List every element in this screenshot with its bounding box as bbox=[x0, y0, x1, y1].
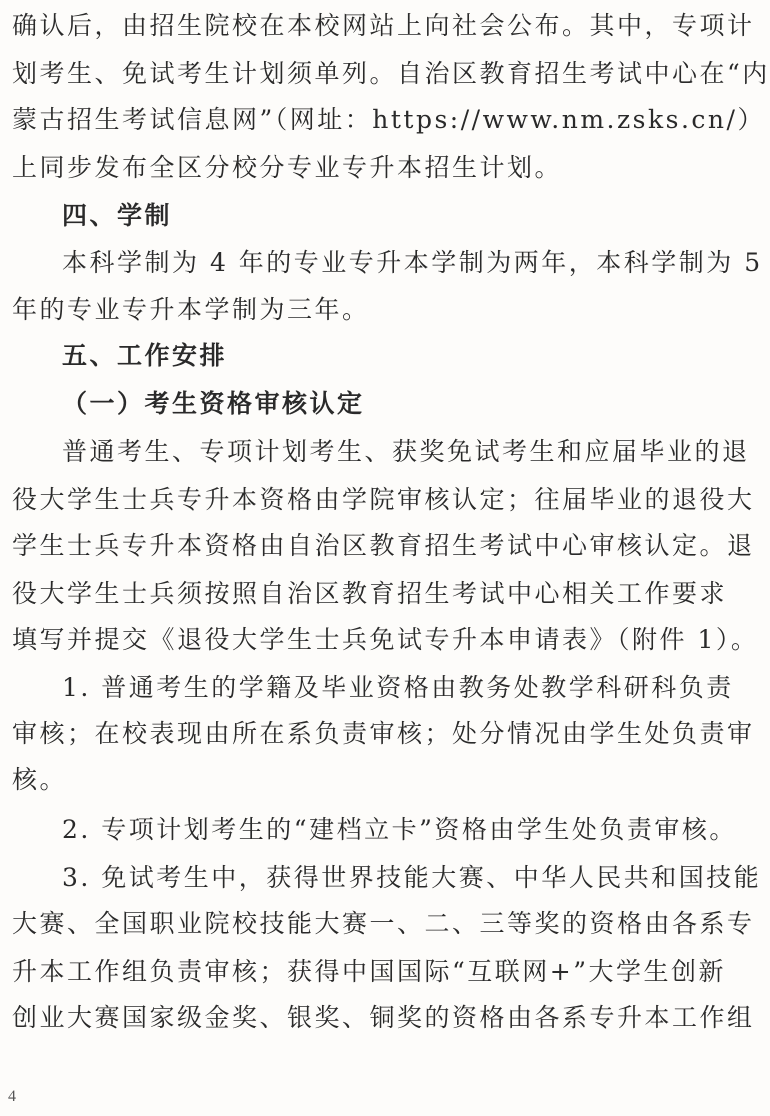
text-line: 审核；在校表现由所在系负责审核；处分情况由学生处负责审 bbox=[12, 719, 755, 748]
text-line: 役大学生士兵专升本资格由学院审核认定；往届毕业的退役大 bbox=[12, 485, 755, 514]
text-line: 划考生、免试考生计划须单列。自治区教育招生考试中心在“内 bbox=[12, 59, 770, 88]
text-line: 确认后，由招生院校在本校网站上向社会公布。其中，专项计 bbox=[12, 11, 755, 40]
text-line: 填写并提交《退役大学生士兵免试专升本申请表》（附件 1）。 bbox=[12, 625, 759, 654]
text-line: 普通考生、专项计划考生、获奖免试考生和应届毕业的退 bbox=[62, 437, 750, 466]
text-line: 1. 普通考生的学籍及毕业资格由教务处教学科研科负责 bbox=[62, 673, 734, 702]
text-line: 本科学制为 4 年的专业专升本学制为两年，本科学制为 5 bbox=[62, 248, 763, 277]
section-heading: 四、学制 bbox=[62, 201, 173, 230]
text-line: 上同步发布全区分校分专业专升本招生计划。 bbox=[12, 153, 563, 182]
text-line: 核。 bbox=[12, 765, 68, 794]
text-line: 年的专业专升本学制为三年。 bbox=[12, 295, 370, 324]
text-line: 大赛、全国职业院校技能大赛一、二、三等奖的资格由各系专 bbox=[12, 909, 755, 938]
text-line: 役大学生士兵须按照自治区教育招生考试中心相关工作要求 bbox=[12, 579, 728, 608]
subsection-heading: （一）考生资格审核认定 bbox=[62, 389, 365, 418]
section-heading: 五、工作安排 bbox=[62, 341, 228, 370]
text-line: 蒙古招生考试信息网”（网址：https://www.nm.zsks.cn/） bbox=[12, 105, 765, 134]
text-line: 学生士兵专升本资格由自治区教育招生考试中心审核认定。退 bbox=[12, 531, 755, 560]
page-number: 4 bbox=[8, 1088, 16, 1105]
text-line: 升本工作组负责审核；获得中国国际“互联网+”大学生创新 bbox=[12, 957, 727, 986]
text-line: 3. 免试考生中，获得世界技能大赛、中华人民共和国技能 bbox=[62, 863, 762, 892]
text-line: 2. 专项计划考生的“建档立卡”资格由学生处负责审核。 bbox=[62, 815, 737, 844]
text-line: 创业大赛国家级金奖、银奖、铜奖的资格由各系专升本工作组 bbox=[12, 1003, 755, 1032]
